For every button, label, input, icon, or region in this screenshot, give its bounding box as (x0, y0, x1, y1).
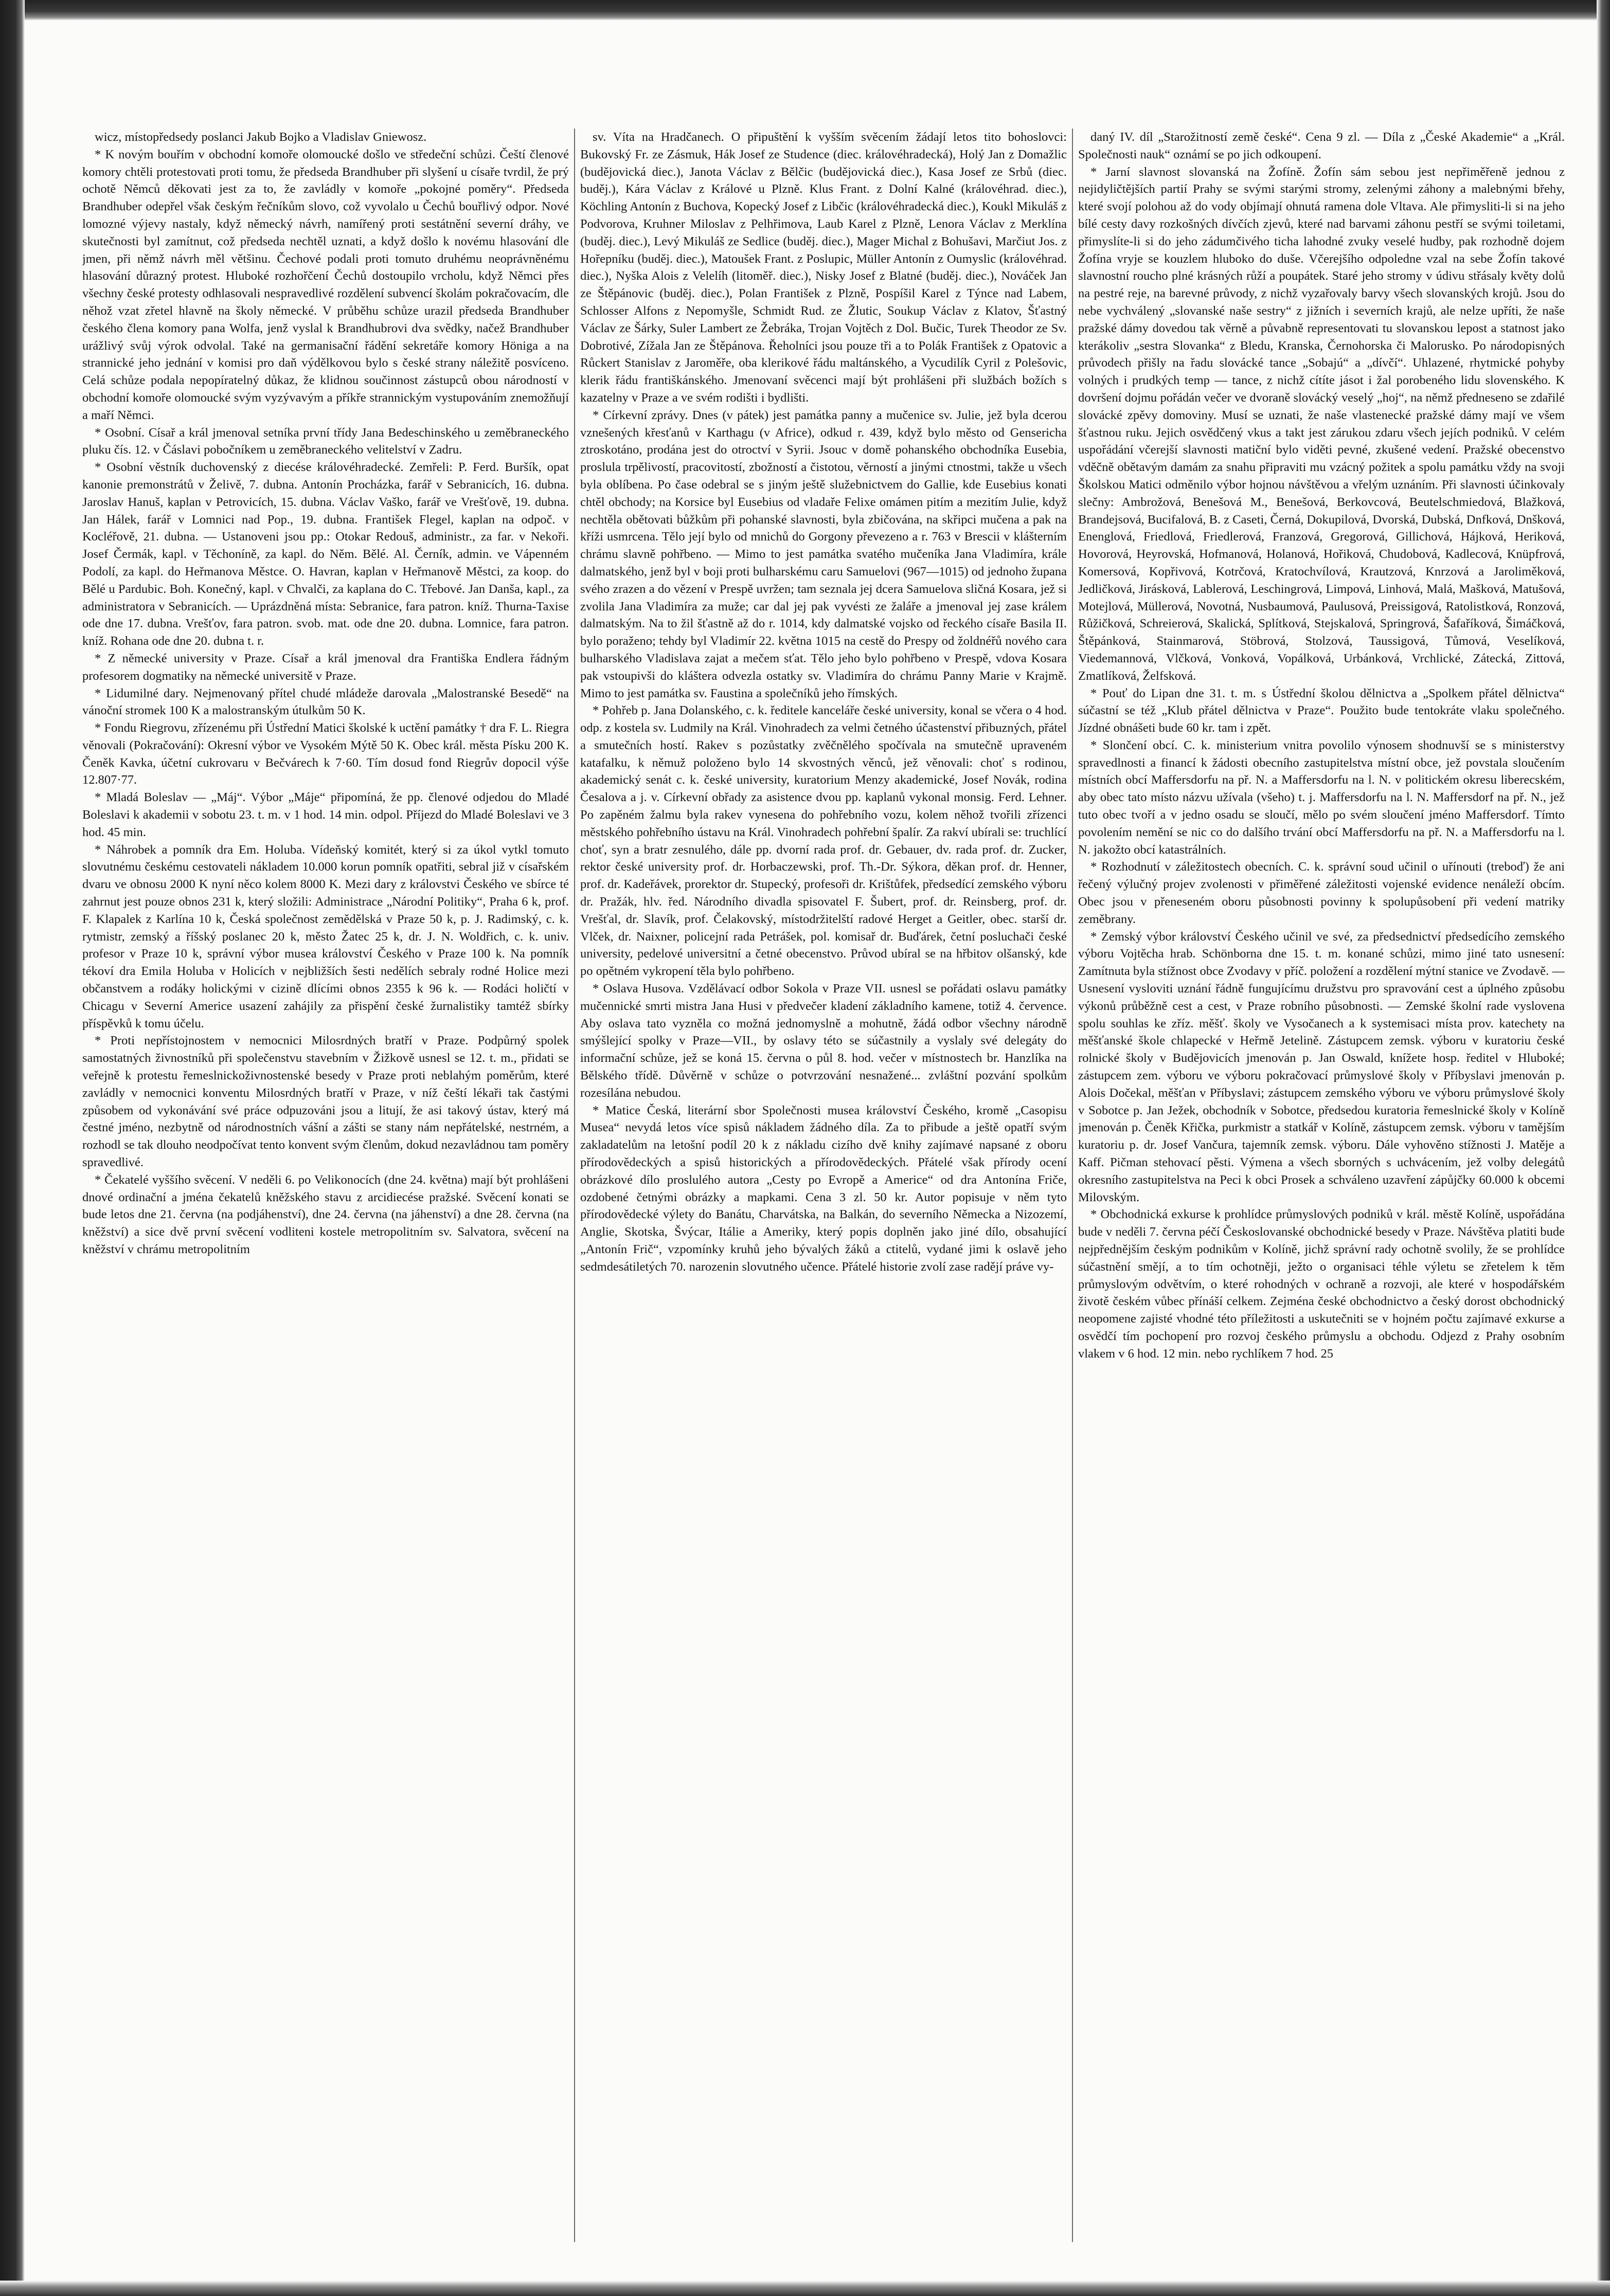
article-paragraph: * Lidumilné dary. Nejmenovaný přítel chudé mládeže darovala „Malostranské Besedě“ na vánoční stromek 100 K a malostranským útulkům 50 K. (82, 686, 569, 718)
article-paragraph: * Osobní věstník duchovenský z diecése královéhradecké. Zemřeli: P. Ferd. Buršík, opat kanonie premonstrátů v Želivě, 7. dubna. Antonín Procházka, farář v Sebranicích, 16. dubna. Jaroslav Hanuš, kaplan v Petrovicích, 15. dubna. Václav Vaško, farář ve Vrešťově, 19. dubna. Jan Hálek, farář v Lomnici nad Pop., 19. dubna. František Flegel, kaplan na odpoč. v Kocléřově, 21. dubna. — Ustanoveni jsou pp.: Otokar Redouš, administr., za far. v Nekoři. Josef Čermák, kapl. v Těchoníně, za kapl. do Něm. Bělé. Al. Černík, admin. ve Vápenném Podolí, za kapl. do Heřmanova Městce. O. Havran, kaplan v Heřmanově Městci, za koop. do Bělé u Pardubic. Boh. Konečný, kapl. v Chvalči, za kaplana do C. Třebové. Jan Danša, kapl., za administratora v Sebranicích. — Uprázdněná místa: Sebranice, fara patron. kníž. Thurna-Taxise ode dne 17. dubna. Vrešťov, fara patron. svob. mat. ode dne 20. dubna. Lomnice, fara patron. kníž. Rohana ode dne 20. dubna t. r. (82, 460, 569, 648)
scan-border-bottom (0, 2281, 1610, 2296)
article-paragraph: * Náhrobek a pomník dra Em. Holuba. Vídeňský komitét, který si za úkol vytkl tomuto slovutnému českému cestovateli nákladem 10.000 korun pomník opatřiti, sebral již v císařském dvaru ve obnosu 2000 K nyní něco kolem 8000 K. Mezi dary z královstvi Českého ve sbírce té zahrnut jest pouze obnos 231 k, který složili: Administrace „Národní Politiky“, Praha 6 k, prof. F. Klapalek z Karlína 10 k, Česká společnost zemědělská v Praze 50 k, p. J. Radimský, c. k. rytmistr, zemský a říšský poslanec 20 k, město Žatec 25 k, dr. J. N. Woldřich, c. k. univ. profesor v Praze 10 k, správní výbor musea království Českého v Praze 100 k. Na pomník tékoví dra Emila Holuba v Holicích v nejbližších šesti nedělích sebraly rodné Holice mezi občanstvem a rodáky holickými v cizině dlícími obnos 2355 k 96 k. — Rodáci holičtí v Chicagu v Severní Americe usazení zahájily za přispění české žurnalistiky tamtéž sbírky příspěvků k tomu účelu. (82, 842, 569, 1031)
scan-border-top (0, 0, 1610, 21)
article-paragraph: * Pohřeb p. Jana Dolanského, c. k. ředitele kanceláře české university, konal se včera o 4 hod. odp. z kostela sv. Ludmily na Král. Vinohradech za velmi četného účastenství přibuzných, přátel a smutečních hostí. Rakev s pozůstatky zvěčnělého spočívala na smutečně upraveném katafalku, k němuž položeno bylo 14 skvostných věnců, jež věnovali: choť s rodinou, akademický senát c. k. české university, kuratorium Menzy akademické, Josef Novák, rodina Česalova a j. v. Církevní obřady za asistence dvou pp. kaplanů vykonal monsig. Ferd. Lehner. Po zapěném žalmu byla rakev vynesena do pohřebního vozu, kolem něhož tvořili zřízenci městského pohřebního ústavu na Král. Vinohradech pohřební špalír. Za rakví ubírali se: truchlící choť, syn a bratr zesnulého, dále pp. dvorní rada prof. dr. Gebauer, dv. rada prof. dr. Zucker, rektor české university prof. dr. Horbaczewski, prof. Th.-Dr. Sýkora, děkan prof. dr. Henner, prof. dr. Kadeřávek, prorektor dr. Stupecký, profesoři dr. Krištůfek, předsedící zemského výboru dr. Pražák, hlv. řed. Národního divadla spisovatel F. Šubert, prof. dr. Reinsberg, prof. dr. Vrešťal, dr. Slavík, prof. Čelakovský, místodržitelští radové Herget a Geitler, obec. starší dr. Vlček, dr. Naixner, policejní rada Petrášek, pol. komisař dr. Buďárek, četní posluchači české university, pedelové universitní a četné obecenstvo. Průvod ubíral se na hřbitov olšanský, kde po opětném vykropení těla bylo pohřbeno. (580, 703, 1067, 979)
article-paragraph: * Matice Česká, literární sbor Společnosti musea království Českého, kromě „Casopisu Musea“ nevydá letos více spisů nákladem žádného díla. Za to přibude a ještě opatří svým zakladatelům na letošní podíl 20 k z nákladu cizího dvě knihy zajímavé napsané z oboru přírodovědeckých a spisů historických a přírodovědeckých. Přátelé však přírody ocení obrázkové dílo proslulého autora „Cesty po Evropě a Americe“ od dra Antonína Friče, ozdobené četnými obrázky a mapkami. Cena 3 zl. 50 kr. Autor popisuje v něm tyto přírodovědecké výlety do Banátu, Charvátska, na Balkán, do severního Německa a Nizozemí, Anglie, Skotska, Švýcar, Itálie a Ameriky, který popis doplněn jako jiné dílo, obsahující „Antonín Frič“, vzpomínky kruhů jeho bývalých žáků a ctitelů, vydané jimi k oslavě jeho sedmdesátiletých 70. narozenin slovutného učence. Přátelé historie zvolí zase radějí práve vy- (580, 1103, 1067, 1274)
article-paragraph: * Slončení obcí. C. k. ministerium vnitra povolilo výnosem shodnuvší se s ministerstvy spravedlnosti a financí k žádosti obecního zastupitelstva místní obce, jež povstala sloučením místních obcí Maffersdorfu na př. N. a Maffersdorfu na l. N. v politickém okresu liberecském, aby obec tato místo názvu užívala (všeho) t. j. Maffersdorfu na l. N. Maffersdorf na př. N., jež tuto obec tvoří a v jedno osadu se sloučí, mělo po svém sloučení jméno Maffersdorf. Tímto povolením nemění se nic co do dalšího trvání obcí Maffersdorfu na př. N. a Maffersdorfu na l. N. jakožto obcí katastrálních. (1078, 738, 1565, 857)
scan-border-left (0, 0, 25, 2296)
article-paragraph: * Oslava Husova. Vzdělávací odbor Sokola v Praze VII. usnesl se pořádati oslavu památky mučennické smrti mistra Jana Husi v předvečer kladení základního kamene, totiž 4. července. Aby oslava tato vyzněla co možná jednomyslně a mohutně, žádá odbor všechny národně smýšlející spolky v Praze—VII., by oslavy této se súčastnily a vyslaly své delegáty do informační schůze, jež se koná 15. června o půl 8. hod. večer v místnostech br. Hanzlíka na Bělského třídě. Důvěrně v schůze o potvrzování nesnažené... zvláštní pozvání spolkům rozesílána nebudou. (580, 982, 1067, 1100)
column-left (82, 129, 569, 2252)
column-right (1078, 129, 1565, 2252)
article-paragraph: * Obchodnická exkurse k prohlídce průmyslových podniků v král. městě Kolíně, uspořádána bude v neděli 7. června péčí Českoslovanské obchodnické besedy v Praze. Návštěva platiti bude nejpřednějším českým podnikům v Kolíně, jichž správní rady ochotně svolily, že se prohlídce súčastnění smějí, a to tím ochotněji, ježto o organisaci téhle výletu se zřetelem k těm průmyslovým odvětvím, o které rohodných v ochraně a rozvoji, ale které v hospodářském životě českém vůbec přínáší celkem. Zejména české obchodnictvo a český dorost obchodnický neopomene zajisté vhodné této příležitosti a uskutečniti se v hojném počtu zajímavé exkurse a osvědčí tím pochopení pro rozvoj českého průmyslu a obchodu. Odjezd z Prahy osobním vlakem v 6 hod. 12 min. nebo rychlíkem 7 hod. 25 (1078, 1207, 1565, 1361)
article-paragraph: * Z německé university v Praze. Císař a král jmenoval dra Františka Endlera řádným profesorem dogmatiky na německé universitě v Praze. (82, 651, 569, 683)
article-paragraph: * Osobní. Císař a král jmenoval setníka první třídy Jana Bedeschinského u zeměbraneckého pluku čís. 12. v Čáslavi pobočníkem u zeměbraneckého velitelství v Zadru. (82, 425, 569, 457)
article-paragraph: * K novým bouřím v obchodní komoře olomoucké došlo ve středeční schůzi. Čeští členové komory chtěli protestovati proti tomu, že předseda Brandhuber při slyšení u císaře tvrdil, že prý ochotě Němců děkovati jest za to, že zavládly v komoře „pokojné poměry“. Předseda Brandhuber odepřel však českým řečníkům slovo, což vyvolalo u Čechů bouřlivý odpor. Nové lomozné výjevy nastaly, když německý návrh, namířený proti sestátnění severní dráhy, ve skutečnosti byl zamítnut, což předseda nechtěl uznati, a když došlo k novému hlasování dle jmen, při němž návrh měl většinu. Čechové podali proti tomuto druhému neoprávněnému hlasování důrazný protest. Hluboké rozhořčení Čechů dostoupilo vrcholu, když Němci přes všechny české protesty odhlasovali nespravedlivé rozdělení subvencí školám pokračovacím, dle něhož vzat zřetel hlavně na školy německé. V průběhu schůze urazil předseda Brandhuber českého člena komory pana Wolfa, jenž vyslal k Brandhubrovi dva svědky, načež Brandhuber urážlivý svůj výrok odvolal. Také na germanisační řádění sekretáře komory Höniga a na strannické jeho jednání v komisi pro daň výdělkovou bylo s české strany náležitě posvíceno. Celá schůze podala nepopíratelný důkaz, že klidnou součinnost zástupců obou národností v obchodní komoře olomoucké svým vyzývavým a příkře strannickým vystupováním znemožňují a maří Němci. (82, 147, 569, 422)
scan-border-right (1597, 0, 1610, 2296)
article-paragraph: * Pouť do Lipan dne 31. t. m. s Ústřední školou dělnictva a „Spolkem přátel dělnictva“ súčastní se též „Klub přátel dělnictva v Praze“. Použito bude tentokráte vlaku společného. Jízdné obnášeti bude 60 kr. tam i zpět. (1078, 686, 1565, 735)
article-paragraph: * Církevní zprávy. Dnes (v pátek) jest památka panny a mučenice sv. Julie, jež byla dcerou vznešených křesťanů v Karthagu (v Africe), odkud r. 439, když bylo město od Gensericha ztroskotáno, prodána jest do otroctví v Syrii. Jsouc v domě pohanského obchodníka Eusebia, proslula trpělivostí, pracovitostí, zbožností a čistotou, věrností a jinými ctnostmi, takže u všech byla oblíbena. Po čase odebral se s jiným ještě služebnictvem do Gallie, kde Eusebius konati chtěl obchody; na Korsice byl Eusebius od vladaře Felixe omámen pitím a mezitím Julie, když nechtěla obětovati bůžkům při pohanské slavnosti, byla zbičována, na skřipci mučena a pak na kříži usmrcena. Tělo její bylo od mnichů do Gorgony převezeno a r. 763 v Brescii v klášterním chrámu slavně pohřbeno. — Mimo to jest památka svatého mučeníka Jana Vladimíra, krále dalmatského, jenž byl v boji proti bulharskému caru Samuelovi (967—1015) od jednoho župana svého zrazen a do vězení v Prespě uvržen; tam seznala jej dcera Samuelova sličná Kosara, jež si zvolila Jana Vladimíra za muže; car dal jej pak vyvésti ze žaláře a jmenoval jej zase králem dalmatským. Na to žil šťastně až do r. 1014, kdy dalmatské vojsko od řeckého císaře Basila II. bylo poraženo; tehdy byl Vladimír 22. května 1015 na cestě do Prespy od žoldnéřů nového cara bulharského Vladislava zajat a mečem sťat. Tělo jeho bylo pohřbeno v Prespě, vdova Kosara pak vstoupivši do kláštera odvezla ostatky sv. Vladimíra do chrámu Panny Marie v Krajmě. Mimo to jest památka sv. Faustina a společníků jeho římských. (580, 408, 1067, 700)
article-paragraph: * Jarní slavnost slovanská na Žofíně. Žofín sám sebou jest nepřiměřeně jednou z nejidyličtějších partií Prahy se svými starými stromy, zelenými záhony a malebnými břehy, které svojí polohou až do vody objímají ohnutá ramena dole Vltava. Ale přimysliti-li si na jeho bílé cesty davy rozkošných dívčích zjevů, které nad barvami záhonu pestří se svými toiletami, přimyslíte-li si do jeho zádumčivého ticha lahodné zvuky veselé hudby, pak rozhodně dojem Žofína vryje se kouzlem hluboko do duše. Včerejšího odpoledne vzal na sebe Žofín takové slavnostní roucho plné krásných růží a poupátek. Staré jeho stromy v údivu střásaly květy dolů na pestré reje, na barevné průvody, z nichž vyzařovaly barvy všech slovanských krojů. Jsou do nebe vychválený „slovanské naše sestry“ z jižních i severních krajů, ale nelze upříti, že naše pražské dámy dovedou tak věrně a půvabně representovati tu slovanskou lepost a statnost jako kterákoliv „sestra Slovanka“ z Bledu, Kranska, Černohorska či Malorusko. Po národopisných průvodech přišly na řadu slovácké tance „Sobajú“ a „dívčí“. Uhlazené, rhytmické pohyby volných i prudkých temp — tance, z nichž cítíte jásot i žal porobeného lidu slovenského. K dovršení dojmu pořádán večer ve dvoraně slovácký veselý „hoj“, na němž předneseno se zdařilé slovácké zpěvy domoviny. Musí se uznati, že naše vlastenecké pražské dámy mají ve všem šťastnou ruku. Jejich osvědčený vkus a takt jest zárukou zdaru všech jejích podniků. V celém uspořádání včerejší slavnosti matiční bylo viděti pevné, zkušené vedení. Pražské obecenstvo vděčně obětavým damám za snahu připraviti mu vzácný požitek a spolu památku vždy na svoji Školskou Matici odměnilo výbor hojnou návštěvou a vřelým uznáním. Při slavnosti účinkovaly slečny: Ambrožová, Benešová M., Benešová, Berkovcová, Beutelschmiedová, Blažková, Brandejsová, Bucifalová, B. z Caseti, Černá, Dokupilová, Dvorská, Dubská, Dnfková, Dnšková, Enenglová, Friedlová, Friedlerová, Franzová, Gregorová, Gillichová, Hájková, Heriková, Hovorová, Heyrovská, Hofmanová, Holanová, Hořiková, Chudobová, Kadlecová, Knüpfrová, Komersová, Kopřivová, Kotrčová, Kratochvílová, Krautzová, Knrzová a Jaroliměková, Jedličková, Jirásková, Lablerová, Leschingrová, Limpová, Linhová, Malá, Mašková, Matušová, Motejlová, Müllerová, Novotná, Nusbaumová, Paulusová, Preissigová, Ratolistková, Ronzová, Růžičková, Schreierová, Skalická, Splítková, Stejskalová, Springrová, Šafaříková, Šimáčková, Štěpánková, Stainmarová, Stöbrová, Stolzová, Taussigová, Tůmová, Veselíková, Viedemannová, Vlčková, Vonková, Vopálková, Urbánková, Vrchlické, Zátecká, Zittová, Zmatlíková, Želfsková. (1078, 165, 1565, 683)
article-paragraph: sv. Víta na Hradčanech. O připuštění k vyšším svěcením žádají letos tito bohoslovci: Bukovský Fr. ze Zásmuk, Hák Josef ze Studence (diec. královéhradecká), Holý Jan z Domažlic (budějovická diec.), Janota Václav z Bělčic (budějovická diec.), Kasa Josef ze Srbů (diec. buděj.), Kára Václav z Králové u Plzně. Klus Frant. z Dolní Kalné (královéhrad. diec.), Köchling Antonín z Buchova, Kopecký Josef z Libčic (královéhradecká diec.), Koukl Mikuláš z Podvorova, Kruhner Miloslav z Pelhřimova, Laub Karel z Plzně, Lenora Václav z Merklína (buděj. diec.), Levý Mikuláš ze Sedlice (buděj. diec.), Mager Michal z Bohušavi, Marčiut Jos. z Hořepníku (buděj. diec.), Matoušek Frant. z Poslupic, Müller Antonín z Oumyslic (královéhrad. diec.), Nyška Alois z Velelíh (litoměř. diec.), Nisky Josef z Blatné (buděj. diec.), Nováček Jan ze Štěpánovic (buděj. diec.), Polan František z Plzně, Pospíšil Karel z Týnce nad Labem, Schlosser Alfons z Nepomyšle, Schmidt Rud. ze Žlutic, Soukup Václav z Klatov, Šťastný Václav ze Šárky, Suler Lambert ze Žebráka, Trojan Vojtěch z Dol. Bučic, Turek Theodor ze Sv. Dobrotivé, Zížala Jan ze Štěpánova. Řeholníci jsou pouze tři a to Polák František z Opatovic a Růckert Stanislav z Jaroměře, oba klerikové řádu maltánského, a Vycudilík Cyril z Polešovic, klerik řádu františkánského. Jmenovaní svěcenci mají být prohlášeni při službách božích s kazatelny v Praze a ve svém rodišti i bydlišti. (580, 130, 1067, 405)
column-divider (1072, 129, 1073, 2242)
column-middle (580, 129, 1067, 2252)
article-paragraph: * Mladá Boleslav — „Máj“. Výbor „Máje“ připomíná, že pp. členové odjedou do Mladé Boleslavi k akademii v sobotu 23. t. m. v 1 hod. 14 min. odpol. Příjezd do Mladé Boleslavi ve 3 hod. 45 min. (82, 790, 569, 839)
article-paragraph: * Proti nepřístojnostem v nemocnici Milosrdných bratří v Praze. Podpůrný spolek samostatných živnostníků při společenstvu stavebním v Žižkově usnesl se 12. t. m., přidati se veřejně k protestu řemeslnickoživnostenské besedy v Praze proti neblahým poměrům, které zavládly v nemocnici konventu Milosrdných bratří v Praze, v níž čeští lékaři tak častými způsobem od vykonávání své práce odpuzováni jsou a litují, že asi takový ústav, který má čestné jméno, nezbytně od národnostních vášní a zášti se stany nám nepřátelské, nestrném, a rozhodl se tak dlouho neodpočívat tento konvent svým členům, dokud nezavládnou tam poměry spravedlivé. (82, 1034, 569, 1170)
column-divider (574, 129, 575, 2242)
article-paragraph: * Fondu Riegrovu, zřízenému při Ústřední Matici školské k uctění památky † dra F. L. Riegra věnovali (Pokračování): Okresní výbor ve Vysokém Mýtě 50 K. Obec král. města Písku 200 K. Čeněk Kavka, účetní cukrovaru v Bečvárech k 7·60. Tím dosud fond Riegrův dopocil výše 12.807·77. (82, 721, 569, 787)
article-paragraph: * Rozhodnutí v záležitostech obecních. C. k. správní soud učinil o uřínouti (treboď) že ani řečený výlučný projev zvolenosti v přiměřené záležitosti vojenské evidence nenáleží obcím. Obec jsou v přeneseném oboru působnosti povinny k spolupůsobení při vedení matriky zeměbrany. (1078, 860, 1565, 926)
article-paragraph: wicz, místopředsedy poslanci Jakub Bojko a Vladislav Gniewosz. (95, 130, 427, 144)
article-paragraph: * Zemský výbor království Českého učinil ve své, za předsednictví předsedícího zemského výboru Vojtěcha hrab. Schönborna dne 15. t. m. konané schůzi, mimo jiné tato usnesení: Zamítnuta byla stížnost obce Zvodavy v příč. položení a rozdělení mýtní stanice ve Zvodavě. — Usnesení vysloviti uznání řádně fungujícímu družstvu pro spravování cest a úplného způsobu výkonů průběžně cest a cest, v Praze robního působnosti. — Zemské školní rade vyslovena spolu souhlas ke zříz. měšť. školy ve Vysočanech a k systemisaci místa prov. katechety na měšťanské škole chlapecké v Heřmě Jetelině. Zástupcem zemsk. výboru v kuratoriu české rolnické školy v Budějovicích jmenován p. Jan Oswald, knížete hosp. ředitel v Hluboké; zástupcem zem. výboru ve výboru pokračovací průmyslové školy v Příbyslavi jmenován p. Alois Dočekal, měšťan v Příbyslavi; zástupcem zemského výboru ve výboru průmyslové školy v Sobotce p. Jan Ježek, obchodník v Sobotce, předsedou kuratoria řemeslnické školy v Kolíně jmenován p. Čeněk Křička, purkmistr a statkář v Kolíně, zástupcem zemsk. výboru v tamějším kuratoriu p. dr. Josef Vančura, tajemník zemsk. výboru. Dále vyhověno stížnosti J. Matěje a Kaff. Pičman stehovací pěsti. Výmena a všech sborných s uchvácením, jež volby delegátů okresního zastupitelstva na Peci k obci Prosek a schváleno uzavření zápůjčky 60.000 k obcemi Milovským. (1078, 929, 1565, 1204)
article-paragraph: daný IV. díl „Starožitností země české“. Cena 9 zl. — Díla z „České Akademie“ a „Král. Společnosti nauk“ oznámí se po jich odkoupení. (1078, 130, 1565, 161)
article-paragraph: * Čekatelé vyššího svěcení. V neděli 6. po Velikonocích (dne 24. května) mají být prohlášeni dnové ordinační a jména čekatelů kněžského stavu z arcidiecése pražské. Svěcení konati se bude letos dne 21. června (na podjáhenství), dne 24. června (na jáhenství) a dne 28. června (na kněžství) a sice dvě první svěcení vodliteni kostele metropolitním sv. Salvatora, svěcení na kněžství v chrámu metropolitním (82, 1172, 569, 1256)
newspaper-columns (82, 129, 1574, 2252)
